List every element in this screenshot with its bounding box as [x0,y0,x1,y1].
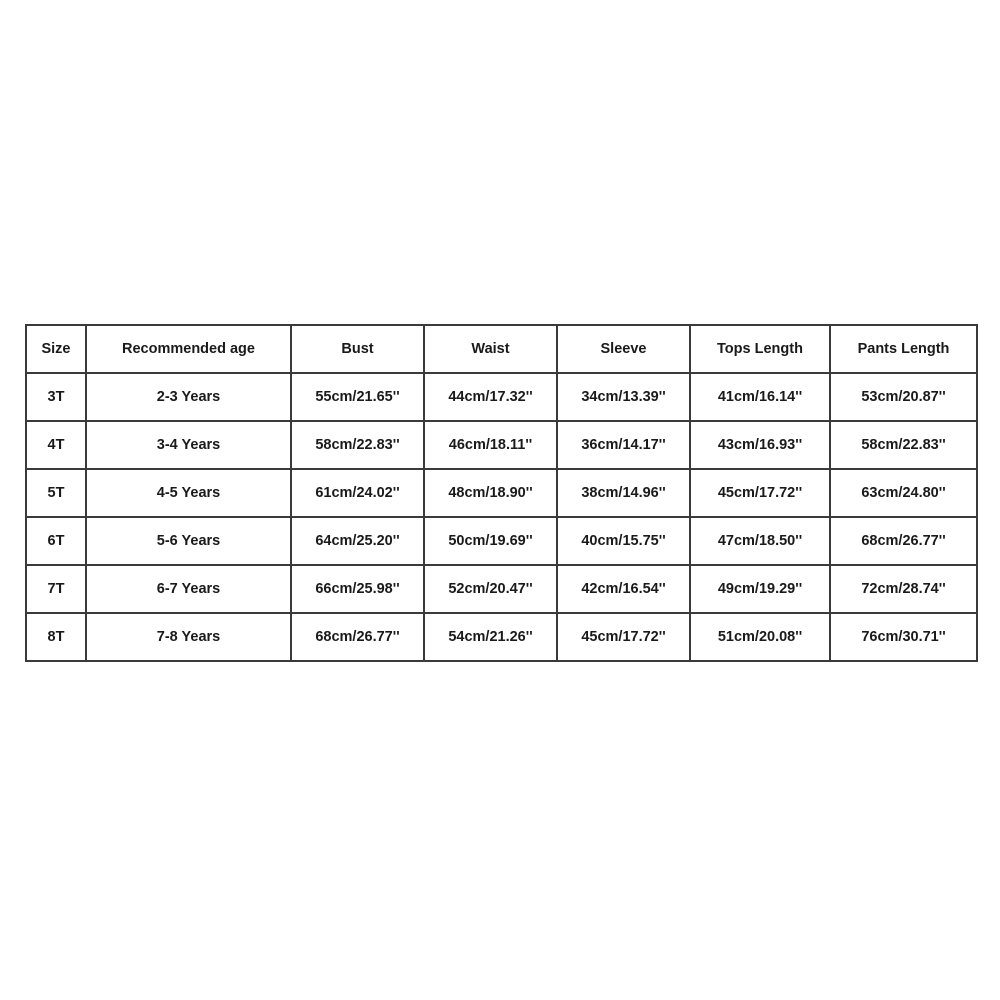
cell-size: 3T [26,373,86,421]
cell-recommended-age: 2-3 Years [86,373,291,421]
size-chart-table [25,324,978,662]
header-tops-length: Tops Length [690,325,830,373]
cell-recommended-age: 3-4 Years [86,421,291,469]
cell-pants-length: 76cm/30.71'' [830,613,977,661]
cell-size: 7T [26,565,86,613]
cell-tops-length: 49cm/19.29'' [690,565,830,613]
cell-tops-length: 43cm/16.93'' [690,421,830,469]
cell-pants-length: 63cm/24.80'' [830,469,977,517]
header-bust: Bust [291,325,424,373]
cell-bust: 68cm/26.77'' [291,613,424,661]
cell-bust: 55cm/21.65'' [291,373,424,421]
cell-waist: 48cm/18.90'' [424,469,557,517]
cell-waist: 52cm/20.47'' [424,565,557,613]
cell-tops-length: 51cm/20.08'' [690,613,830,661]
cell-waist: 54cm/21.26'' [424,613,557,661]
cell-recommended-age: 7-8 Years [86,613,291,661]
table-row [26,469,977,517]
cell-sleeve: 42cm/16.54'' [557,565,690,613]
table-row [26,613,977,661]
header-size: Size [26,325,86,373]
header-waist: Waist [424,325,557,373]
header-pants-length: Pants Length [830,325,977,373]
cell-pants-length: 58cm/22.83'' [830,421,977,469]
cell-pants-length: 53cm/20.87'' [830,373,977,421]
cell-size: 4T [26,421,86,469]
header-row [26,325,977,373]
cell-bust: 58cm/22.83'' [291,421,424,469]
cell-tops-length: 45cm/17.72'' [690,469,830,517]
table-row [26,517,977,565]
header-recommended-age: Recommended age [86,325,291,373]
cell-bust: 66cm/25.98'' [291,565,424,613]
cell-pants-length: 68cm/26.77'' [830,517,977,565]
cell-sleeve: 36cm/14.17'' [557,421,690,469]
cell-tops-length: 47cm/18.50'' [690,517,830,565]
cell-waist: 44cm/17.32'' [424,373,557,421]
header-sleeve: Sleeve [557,325,690,373]
cell-recommended-age: 6-7 Years [86,565,291,613]
cell-sleeve: 45cm/17.72'' [557,613,690,661]
table-row [26,565,977,613]
cell-sleeve: 34cm/13.39'' [557,373,690,421]
cell-pants-length: 72cm/28.74'' [830,565,977,613]
cell-bust: 64cm/25.20'' [291,517,424,565]
cell-size: 6T [26,517,86,565]
cell-waist: 50cm/19.69'' [424,517,557,565]
cell-tops-length: 41cm/16.14'' [690,373,830,421]
cell-size: 8T [26,613,86,661]
table-row [26,373,977,421]
cell-sleeve: 38cm/14.96'' [557,469,690,517]
cell-size: 5T [26,469,86,517]
table-row [26,421,977,469]
cell-recommended-age: 4-5 Years [86,469,291,517]
cell-waist: 46cm/18.11'' [424,421,557,469]
cell-recommended-age: 5-6 Years [86,517,291,565]
cell-bust: 61cm/24.02'' [291,469,424,517]
cell-sleeve: 40cm/15.75'' [557,517,690,565]
